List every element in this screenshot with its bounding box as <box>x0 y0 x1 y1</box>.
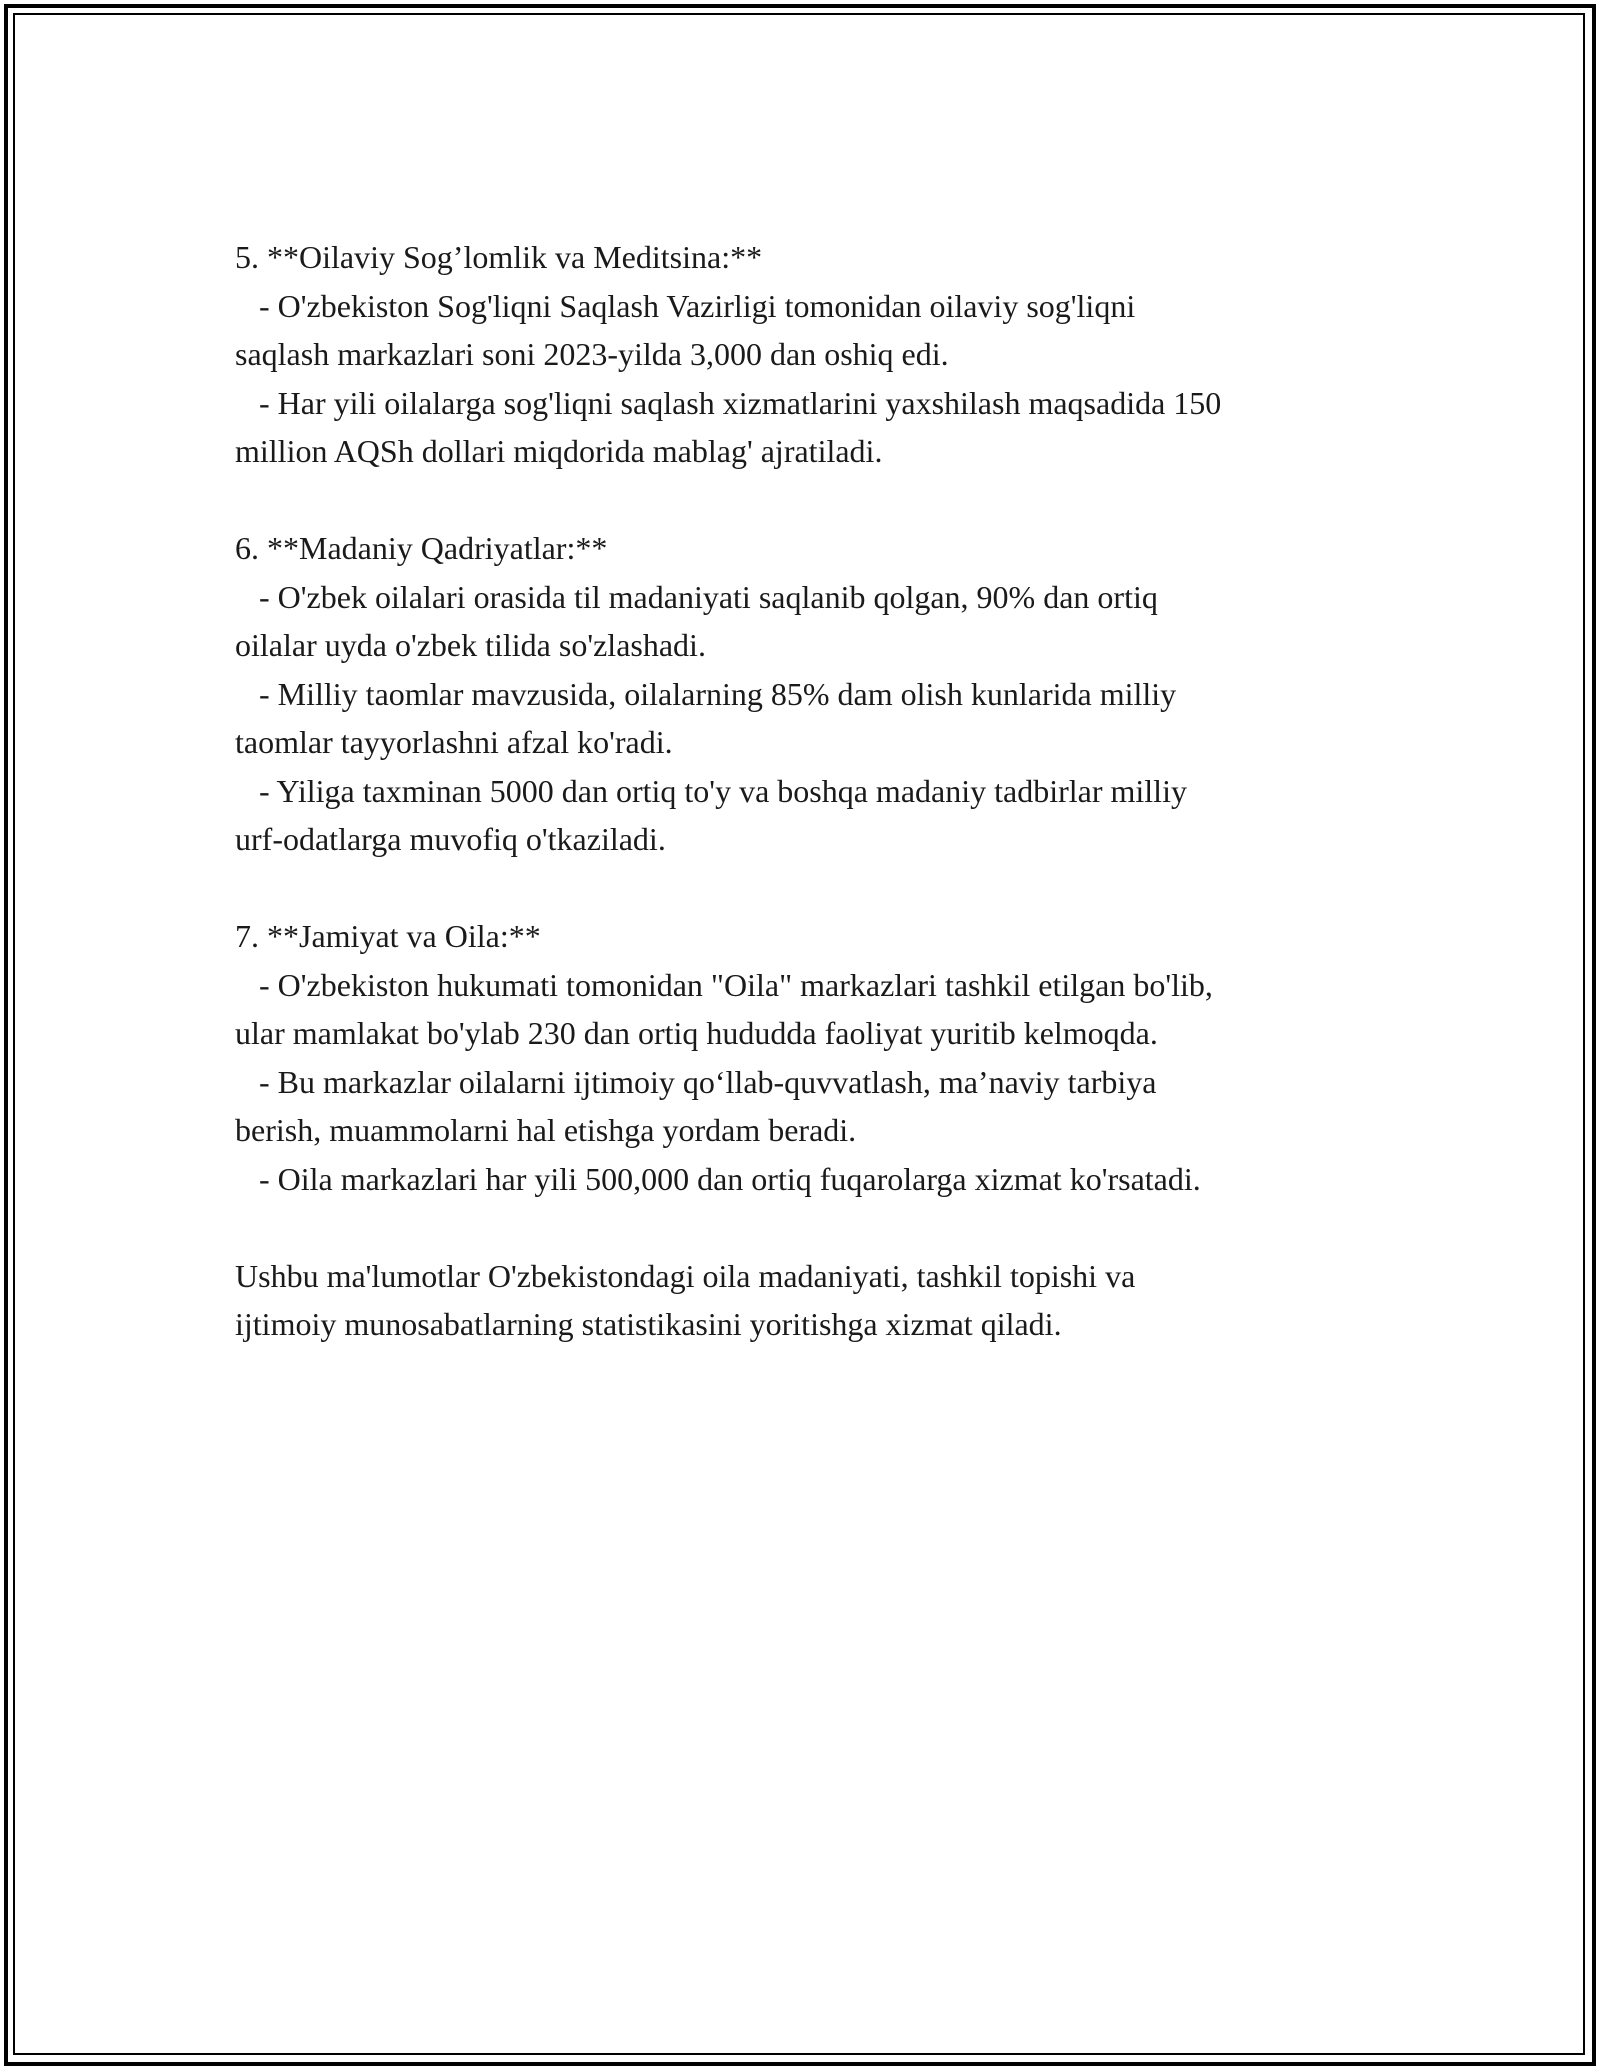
section-line: - Yiliga taxminan 5000 dan ortiq to'y va boshqa madaniy tadbirlar milliy <box>235 772 1187 809</box>
section-line: - O'zbekiston hukumati tomonidan "Oila" markazlari tashkil etilgan bo'lib, <box>235 966 1213 1003</box>
section-line: million AQSh dollari miqdorida mablag' ajratiladi. <box>235 433 883 469</box>
section-line: - Har yili oilalarga sog'liqni saqlash xizmatlarini yaxshilash maqsadida 150 <box>235 384 1222 421</box>
section-line: ular mamlakat bo'ylab 230 dan ortiq hududda faoliyat yuritib kelmoqda. <box>235 1015 1158 1051</box>
section-7 <box>235 912 1375 1203</box>
section-line: - O'zbek oilalari orasida til madaniyati saqlanib qolgan, 90% dan ortiq <box>235 578 1158 615</box>
section-line: oilalar uyda o'zbek tilida so'zlashadi. <box>235 627 706 663</box>
conclusion-line: Ushbu ma'lumotlar O'zbekistondagi oila madaniyati, tashkil topishi va <box>235 1257 1136 1294</box>
paragraph-gap <box>235 864 1375 913</box>
section-5 <box>235 233 1375 476</box>
section-line: urf-odatlarga muvofiq o'tkaziladi. <box>235 821 666 857</box>
paragraph-gap <box>235 1203 1375 1252</box>
conclusion-paragraph <box>235 1252 1375 1349</box>
document-body <box>235 233 1375 1349</box>
section-heading: 5. **Oilaviy Sog’lomlik va Meditsina:** <box>235 239 763 275</box>
section-line: berish, muammolarni hal etishga yordam beradi. <box>235 1112 857 1148</box>
section-line: - Oila markazlari har yili 500,000 dan ortiq fuqarolarga xizmat ko'rsatadi. <box>235 1160 1201 1197</box>
section-line: taomlar tayyorlashni afzal ko'radi. <box>235 724 673 760</box>
paragraph-gap <box>235 476 1375 525</box>
section-heading: 6. **Madaniy Qadriyatlar:** <box>235 530 608 566</box>
section-line: - Milliy taomlar mavzusida, oilalarning 85% dam olish kunlarida milliy <box>235 675 1177 712</box>
conclusion-line: ijtimoiy munosabatlarning statistikasini yoritishga xizmat qiladi. <box>235 1306 1062 1342</box>
section-heading: 7. **Jamiyat va Oila:** <box>235 918 541 954</box>
section-6 <box>235 524 1375 864</box>
section-line: - O'zbekiston Sog'liqni Saqlash Vazirligi tomonidan oilaviy sog'liqni <box>235 287 1136 324</box>
section-line: - Bu markazlar oilalarni ijtimoiy qo‘llab-quvvatlash, ma’naviy tarbiya <box>235 1063 1157 1100</box>
section-line: saqlash markazlari soni 2023-yilda 3,000 dan oshiq edi. <box>235 336 949 372</box>
